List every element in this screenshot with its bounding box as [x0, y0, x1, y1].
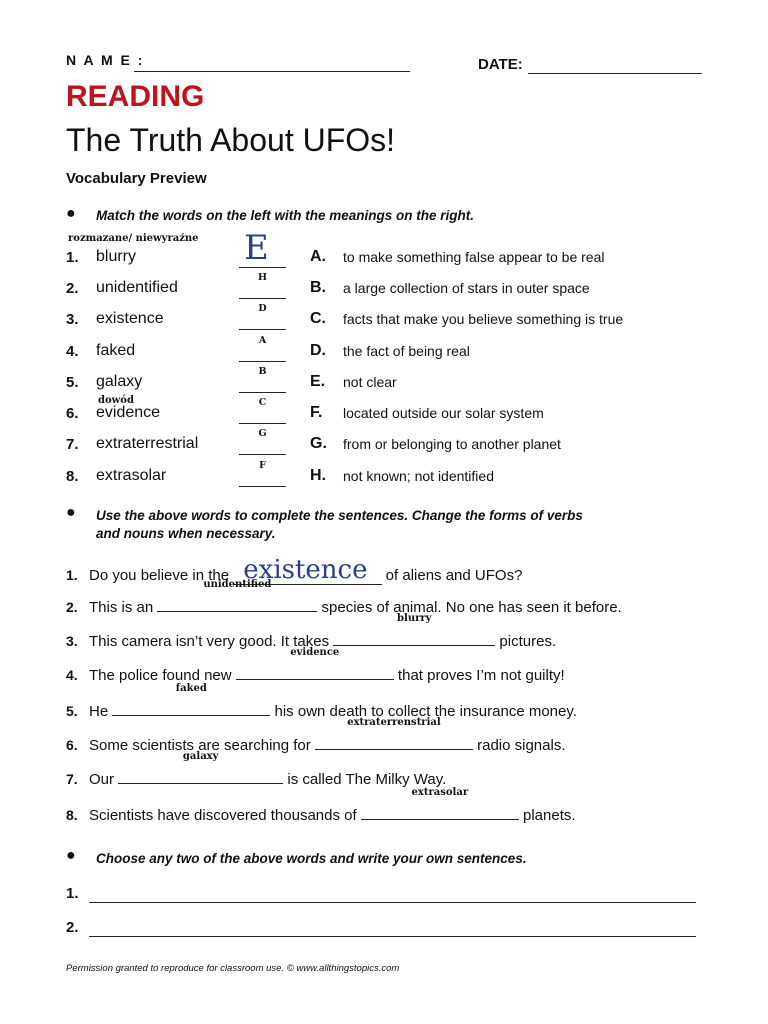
answer-blank[interactable]: [239, 360, 286, 362]
match-number: 1.: [66, 249, 79, 266]
meaning-text: facts that make you believe something is true: [343, 311, 624, 327]
handwritten-answer: D: [258, 303, 267, 314]
instruction-2-line-2: and nouns when necessary.: [96, 526, 276, 541]
answer-blank[interactable]: [239, 328, 286, 330]
name-label: N A M E :: [66, 52, 145, 68]
handwritten-answer: unidentified: [203, 579, 272, 590]
handwritten-answer: existence: [243, 555, 368, 585]
match-number: 2.: [66, 280, 79, 297]
sentence-text-before: He: [89, 703, 113, 720]
sentence-text-after: is called The Milky Way.: [283, 771, 447, 788]
meaning-letter: B.: [310, 279, 326, 296]
handwritten-answer: evidence: [290, 647, 340, 658]
sentence-blank[interactable]: [315, 717, 473, 750]
sentence-blank[interactable]: [118, 751, 283, 784]
meaning-letter: E.: [310, 373, 326, 390]
sentence-number: 8.: [66, 807, 78, 823]
match-word: blurry: [96, 248, 137, 265]
answer-blank[interactable]: [239, 391, 286, 393]
writing-line-number: 2.: [66, 919, 79, 936]
sentence-text-before: Do you believe in the: [89, 567, 234, 584]
sentence-text-after: that proves I’m not guilty!: [393, 667, 565, 684]
match-word: extrasolar: [96, 467, 167, 484]
section-heading: READING: [66, 80, 205, 113]
bullet: ●: [66, 205, 76, 222]
sentence-text-before: This is an: [89, 599, 158, 616]
instruction-1: Match the words on the left with the meanings on the right.: [96, 208, 475, 223]
sentence-number: 3.: [66, 633, 78, 649]
match-number: 3.: [66, 311, 79, 328]
handwritten-answer: extrasolar: [411, 787, 469, 798]
answer-blank[interactable]: [239, 453, 286, 455]
sentence-row: [66, 787, 576, 824]
name-field[interactable]: [134, 70, 410, 72]
writing-line[interactable]: [89, 901, 696, 903]
answer-blank[interactable]: [239, 297, 286, 299]
sentence-blank[interactable]: [157, 579, 317, 612]
sentence-number: 7.: [66, 771, 78, 787]
sentence-text-before: This camera isn’t very good. It takes: [89, 633, 334, 650]
sentence-blank[interactable]: [112, 683, 270, 716]
sentence-number: 6.: [66, 737, 78, 753]
meaning-text: a large collection of stars in outer space: [343, 280, 590, 296]
sentence-text-before: Our: [89, 771, 119, 788]
instruction-2-line-1: Use the above words to complete the sentences. Change the forms of verbs: [96, 508, 583, 523]
handwritten-note-evidence: dowód: [98, 395, 134, 406]
sentence-blank[interactable]: [361, 787, 519, 820]
bullet: ●: [66, 847, 76, 864]
sentence-text-after: radio signals.: [472, 737, 566, 754]
sentence-number: 4.: [66, 667, 78, 683]
meaning-text: to make something false appear to be real: [343, 249, 605, 265]
subtitle: Vocabulary Preview: [66, 170, 207, 187]
writing-line-number: 1.: [66, 885, 79, 902]
match-number: 7.: [66, 436, 79, 453]
meaning-letter: D.: [310, 342, 326, 359]
date-field[interactable]: [528, 72, 702, 74]
sentence-text-before: Scientists have discovered thousands of: [89, 807, 361, 824]
sentence-number: 2.: [66, 599, 78, 615]
meaning-text: not known; not identified: [343, 468, 494, 484]
sentence-row: [66, 647, 565, 684]
sentence-blank[interactable]: [236, 647, 394, 680]
handwritten-answer: G: [258, 428, 267, 439]
meaning-letter: F.: [310, 404, 323, 421]
page-title: The Truth About UFOs!: [66, 122, 396, 158]
match-number: 4.: [66, 343, 79, 360]
sentence-text-after: his own death to collect the insurance money.: [270, 703, 577, 720]
meaning-letter: G.: [310, 435, 327, 452]
handwritten-note-blurry: rozmazane/ niewyraźne: [68, 233, 199, 244]
meaning-letter: C.: [310, 310, 326, 327]
sentence-text-before: Some scientists are searching for: [89, 737, 315, 754]
match-word: extraterrestrial: [96, 435, 199, 452]
meaning-text: not clear: [343, 374, 397, 390]
instruction-3: Choose any two of the above words and write your own sentences.: [96, 851, 527, 866]
sentence-number: 5.: [66, 703, 78, 719]
sentence-blank[interactable]: [333, 613, 495, 646]
sentence-text-before: The police found new: [89, 667, 236, 684]
writing-line[interactable]: [89, 935, 696, 937]
meaning-letter: A.: [310, 248, 326, 265]
handwritten-answer: extraterrenstrial: [347, 717, 441, 728]
sentence-text-after: species of animal. No one has seen it before.: [317, 599, 622, 616]
footer-permission: Permission granted to reproduce for classroom use. © www.allthingstopics.com: [66, 963, 400, 974]
meaning-text: from or belonging to another planet: [343, 436, 561, 452]
meaning-letter: H.: [310, 467, 326, 484]
sentence-number: 1.: [66, 567, 78, 583]
match-word: evidence: [96, 404, 161, 421]
handwritten-answer: E: [244, 228, 269, 268]
handwritten-answer: F: [259, 460, 266, 471]
handwritten-answer: galaxy: [182, 751, 219, 762]
match-word: unidentified: [96, 279, 178, 296]
answer-blank[interactable]: [239, 422, 286, 424]
handwritten-answer: C: [258, 397, 267, 408]
match-number: 6.: [66, 405, 79, 422]
date-label: DATE:: [478, 56, 523, 73]
meaning-text: the fact of being real: [343, 343, 470, 359]
handwritten-answer: faked: [175, 683, 207, 694]
sentence-row: [66, 751, 447, 788]
match-number: 5.: [66, 374, 79, 391]
answer-blank[interactable]: [239, 485, 286, 487]
sentence-text-after: pictures.: [495, 633, 557, 650]
match-word: galaxy: [96, 373, 143, 390]
match-word: existence: [96, 310, 164, 327]
handwritten-answer: H: [258, 272, 267, 283]
bullet: ●: [66, 504, 76, 521]
sentence-text-after: planets.: [518, 807, 576, 824]
handwritten-answer: B: [258, 366, 267, 377]
match-number: 8.: [66, 468, 79, 485]
handwritten-answer: A: [258, 335, 267, 346]
meaning-text: located outside our solar system: [343, 405, 544, 421]
handwritten-answer: blurry: [397, 613, 432, 624]
match-word: faked: [96, 342, 136, 359]
sentence-text-after: of aliens and UFOs?: [381, 567, 523, 584]
